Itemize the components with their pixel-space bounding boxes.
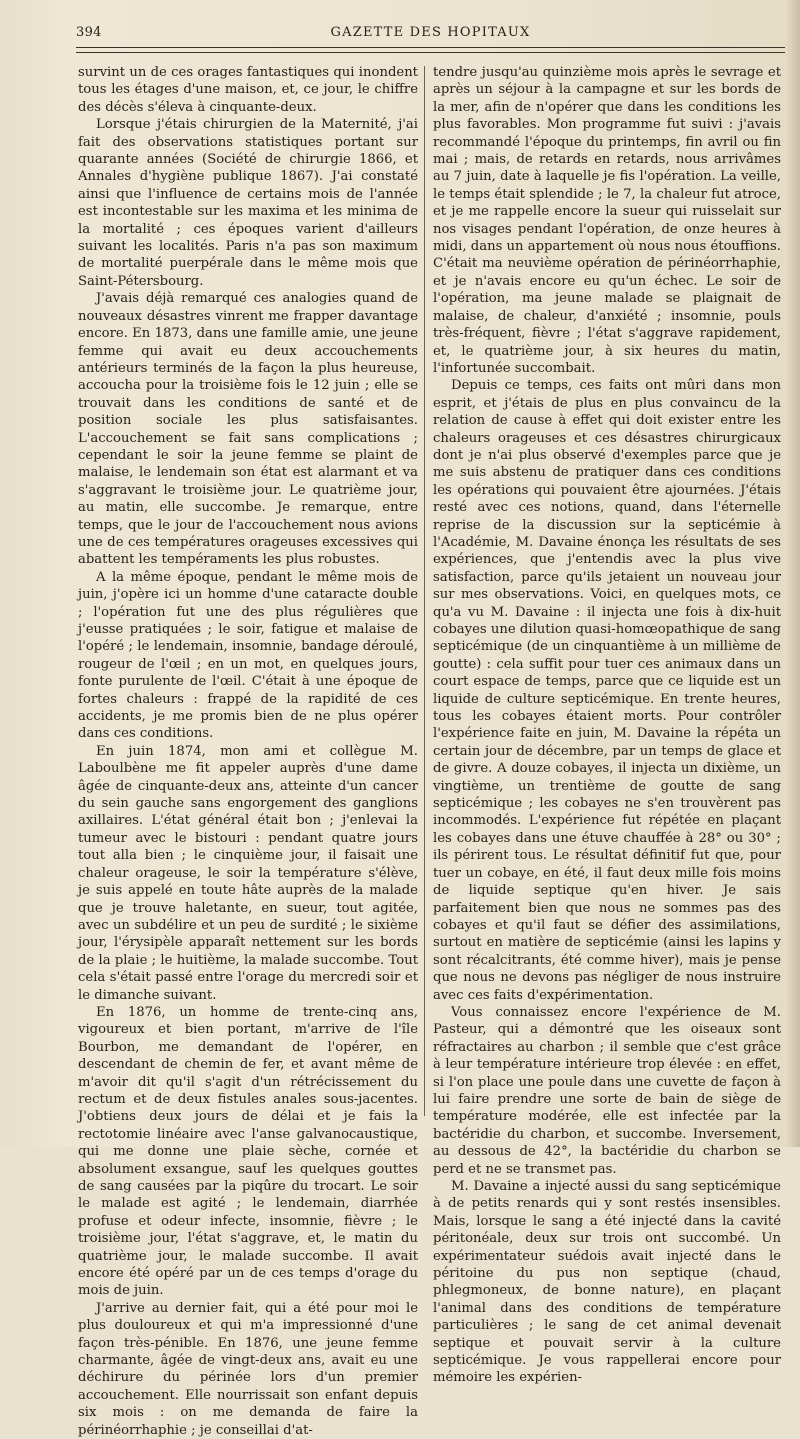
page-number: 394 [76,25,102,40]
page-header [76,22,785,44]
paragraph: J'arrive au dernier fait, qui a été pour moi le plus douloureux et qui m'a impressionné d'une façon très-pénible. En 1876, une jeune femme charmante, âgée de vingt-deux ans, avait eu une déchirure du périnée lors d'un premier accouchement. Elle nourrissait son enfant depuis six mois : on me demanda de faire la périnéorrhaphie ; je conseillai d'at- [78,1300,418,1438]
paragraph: Lorsque j'étais chirurgien de la Maternité, j'ai fait des observations statistiques portant sur quarante années (Société de chirurgie 1866, et Annales d'hygiène publique 1867). J'ai constaté ainsi que l'influence de certains mois de l'année est incontestable sur les maxima et les minima de la mortalité ; ces époques varient d'ailleurs suivant les localités. Paris n'a pas son maximum de mortalité puerpérale dans le même mois que Saint-Pétersbourg. [78,117,418,289]
paragraph: M. Davaine a injecté aussi du sang septicémique à de petits renards qui y sont restés insensibles. Mais, lorsque le sang a été injecté dans la cavité péritonéale, deux sur trois ont succombé. Un expérimentateur suédois avait injecté dans le péritoine du pus non septique (chaud, phlegmoneux, de bonne nature), en plaçant l'animal dans des conditions de température particulières ; le sang de cet animal devenait septique et pouvait servir à la culture septicémique. Je vous rappellerai encore pour mémoire les expérien- [433,1179,781,1386]
right-column [433,64,781,1386]
header-double-rule [76,47,785,53]
journal-title: GAZETTE DES HOPITAUX [330,25,531,40]
paragraph: survint un de ces orages fantastiques qui inondent tous les étages d'une maison, et, ce jour, le chiffre des décès s'éleva à cinquante-deux. [78,65,418,115]
paragraph: A la même époque, pendant le même mois de juin, j'opère ici un homme d'une cataracte double ; l'opération fut une des plus régulières que j'eusse pratiquées ; le soir, fatigue et malaise de l'opéré ; le lendemain, insomnie, bandage déroulé, rougeur de l'œil ; en un mot, en quelques jours, fonte purulente de l'œil. C'était à une époque de fortes chaleurs : frappé de la rapidité de ces accidents, je me promis bien de ne plus opérer dans ces conditions. [78,569,418,742]
paragraph: En 1876, un homme de trente-cinq ans, vigoureux et bien portant, m'arrive de l'île Bourbon, me demandant de l'opérer, en descendant de chemin de fer, et avant même de m'avoir dit qu'il s'agit d'un rétrécissement du rectum et de deux fistules anales sous-jacentes. J'obtiens deux jours de délai et je fais la rectotomie linéaire avec l'anse galvanocaustique, qui me donne une plaie sèche, cornée et absolument exsangue, sauf les quelques gouttes de sang causées par la piqûre du trocart. Le soir le malade est agité ; le lendemain, diarrhée profuse et odeur infecte, insomnie, fièvre ; le troisième jour, l'état s'aggrave, et, le matin du quatrième jour, le malade succombe. Il avait encore été opéré par un de ces temps d'orage du mois de juin. [78,1004,418,1299]
column-divider [424,66,425,1116]
page-edge-shadow [786,0,800,1147]
paragraph: Vous connaissez encore l'expérience de M. Pasteur, qui a démontré que les oiseaux sont réfractaires au charbon ; il semble que c'est grâce à leur température intérieure trop élevée : en effet, si l'on place une poule dans une cuvette de façon à lui faire prendre une sorte de bain de siège de température modérée, elle est infectée par la bactéridie du charbon, et succombe. Inversement, au dessous de 42°, la bactéridie du charbon se perd et ne se transmet pas. [433,1004,781,1177]
paragraph: En juin 1874, mon ami et collègue M. Laboulbène me fit appeler auprès d'une dame âgée de cinquante-deux ans, atteinte d'un cancer du sein gauche sans engorgement des ganglions axillaires. L'état général était bon ; j'enlevai la tumeur avec le bistouri : pendant quatre jours tout alla bien ; le cinquième jour, il faisait une chaleur orageuse, le soir la température s'élève, je suis appelé en toute hâte auprès de la malade que je trouve haletante, en sueur, tout agitée, avec un subdélire et un peu de surdité ; le sixième jour, l'érysipèle apparaît nettement sur les bords de la plaie ; le huitième, la malade succombe. Tout cela s'était passé entre l'orage du mercredi soir et le dimanche suivant. [78,743,418,1003]
paragraph: tendre jusqu'au quinzième mois après le sevrage et après un séjour à la campagne et sur les bords de la mer, afin de n'opérer que dans les conditions les plus favorables. Mon programme fut suivi : j'avais recommandé l'époque du printemps, fin avril ou fin mai ; mais, de retards en retards, nous arrivâmes au 7 juin, date à laquelle je fis l'opération. La veille, le temps était splendide ; le 7, la chaleur fut atroce, et je me rappelle encore la sueur qui ruisselait sur nos visages pendant l'opération, de onze heures à midi, dans un appartement où nous nous étouffions. C'était ma neuvième opération de périnéorrhaphie, et je n'avais encore eu qu'un échec. Le soir de l'opération, ma jeune malade se plaignait de malaise, de chaleur, d'anxiété ; insomnie, pouls très-fréquent, fièvre ; l'état s'aggrave rapidement, et, le quatrième jour, à six heures du matin, l'infortunée succombait. [433,65,781,376]
paragraph: J'avais déjà remarqué ces analogies quand de nouveaux désastres vinrent me frapper davantage encore. En 1873, dans une famille amie, une jeune femme qui avait eu deux accouchements antérieurs terminés de la façon la plus heureuse, accoucha pour la troisième fois le 12 juin ; elle se trouvait dans les conditions de santé et de position sociale les plus satisfaisantes. L'accouchement se fait sans complications ; cependant le soir la jeune femme se plaint de malaise, le lendemain son état est alarmant et va s'aggravant le troisième jour. Le quatrième jour, au matin, elle succombe. Je remarque, entre temps, que le jour de l'accouchement nous avions une de ces températures orageuses excessives qui abattent les tempéraments les plus robustes. [78,291,418,568]
left-column [78,64,418,1438]
paragraph: Depuis ce temps, ces faits ont mûri dans mon esprit, et j'étais de plus en plus convaincu de la relation de cause à effet qui doit exister entre les chaleurs orageuses et ces désastres chirurgicaux dont je n'ai plus observé d'exemples parce que je me suis abstenu de pratiquer dans ces conditions les opérations qui pouvaient être ajournées. J'étais resté avec ces notions, quand, dans l'éternelle reprise de la discussion sur la septicémie à l'Académie, M. Davaine énonça les résultats de ses expériences, que j'entendis avec la plus vive satisfaction, parce qu'ils jetaient un nouveau jour sur mes observations. Voici, en quelques mots, ce qu'a vu M. Davaine : il injecta une fois à dix-huit cobayes une dilution quasi-homœopathique de sang septicémique (de un cinquantième à un millième de goutte) : cela suffit pour tuer ces animaux dans un court espace de temps, parce que ce liquide est un liquide de culture septicémique. En trente heures, tous les cobayes étaient morts. Pour contrôler l'expérience faite en juin, M. Davaine la répéta un certain jour de décembre, par un temps de glace et de givre. A douze cobayes, il injecta un dixième, un vingtième, un trentième de goutte de sang septicémique ; les cobayes ne s'en trouvèrent pas incommodés. L'expérience fut répétée en plaçant les cobayes dans une étuve chauffée à 28° ou 30° ; ils périrent tous. Le résultat définitif fut que, pour tuer un cobaye, en été, il faut deux mille fois moins de liquide septique qu'en hiver. Je sais parfaitement bien que nous ne sommes pas des cobayes et qu'il faut se défier des assimilations, surtout en matière de septicémie (ainsi les lapins y sont récalcitrants, été comme hiver), mais je pense que nous ne devons pas négliger de nous instruire avec ces faits d'expérimentation. [433,378,781,1003]
